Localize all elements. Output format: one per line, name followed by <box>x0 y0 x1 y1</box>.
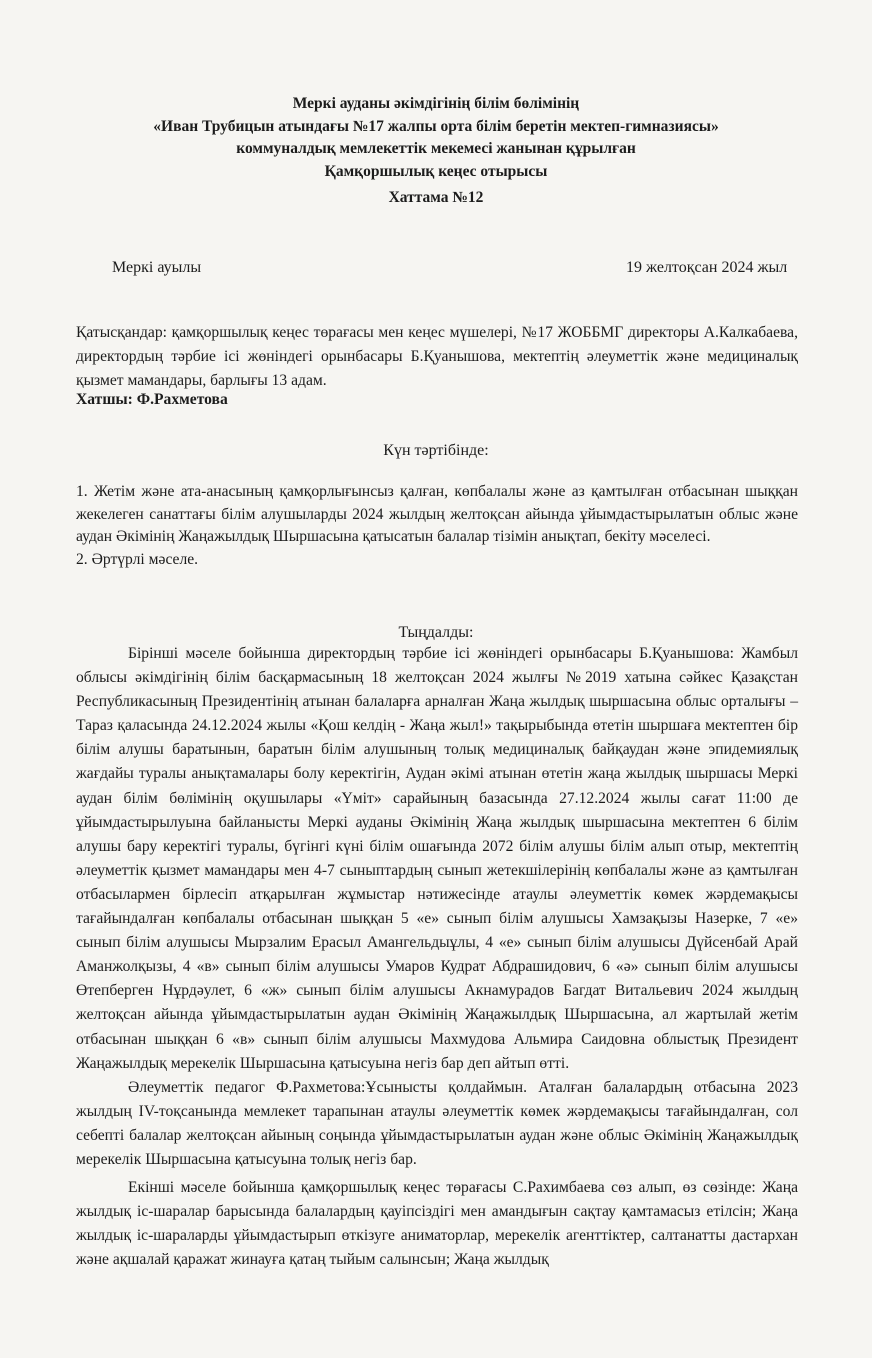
heard-paragraph-2: Әлеуметтік педагог Ф.Рахметова:Ұсынысты қолдаймын. Аталған балалардың отбасына 2023 жылдың IV-тоқсанында мемлекет тарапынан атаулы әлеуметтік көмек жәрдемақысы тағайындалған, сол себепті балалар желтоқсан айының соңында ұйымдастырылатын аудан және облыс Әкімінің Жаңажылдық мерекелік Шыршасына қатысуына толық негіз бар. <box>76 1078 798 1168</box>
heard-paragraph-3: Екінші мәселе бойынша қамқоршылық кеңес төрағасы С.Рахимбаева сөз алып, өз сөзінде: Жаңа жылдық іс-шаралар барысында балалардың қауіпсіздігі мен амандығын сақтау қамтамасыз етілсін; Жаңа жылдық іс-шараларды ұйымдастырып өткізуге аниматорлар, мерекелік агенттіктер, салтанатты дастархан және ақшалай қаражат жинауға қатаң тыйым салынсын; Жаңа жылдық <box>76 1179 798 1269</box>
agenda-list <box>76 481 798 571</box>
heard-paragraph-1: Бірінші мәселе бойынша директордың тәрбие ісі жөніндегі орынбасары Б.Қуанышова: Жамбыл облысы әкімдігінің білім басқармасының 18 желтоқсан 2024 жылғы №2019 хатына сәйкес Қазақстан Республикасының Президентінің атынан балаларға арналған Жаңа жылдық шыршасына облыс орталығы –Тараз қаласында 24.12.2024 жылы «Қош келдің - Жаңа жыл!» тақырыбында өтетін шыршаға мектептен бір білім алушы баратынын, баратын білім алушының толық медициналық байқаудан және эпидемиялық жағдайы туралы анықтамалары болу керектігін, Аудан әкімі атынан өтетін жаңа жылдық шыршасы Меркі аудан білім бөлімінің оқушылары «Үміт» сарайының базасында 27.12.2024 жылы сағат 11:00 де ұйымдастырылуына байланысты Меркі ауданы Әкімінің Жаңа жылдық шыршасына мектептен 6 білім алушы бару керектігі туралы, бүгінгі күні білім ошағында 2072 білім алушы білім алып отыр, мектептің әлеуметтік қызмет мамандары мен 4-7 сыныптардың сынып жетекшілерінің көпбалалы және аз қамтылған отбасылармен бірлесіп атқарылған жұмыстар нәтижесінде атаулы әлеуметтік көмек жәрдемақысы тағайындалған көпбалалы отбасынан шыққан 5 «е» сынып білім алушысы Хамзақызы Назерке, 7 «е» сынып білім алушысы Мырзалим Ерасыл Амангельдыұлы, 4 «е» сынып білім алушысы Дүйсенбай Арай Аманжолқызы, 4 «в» сынып білім алушысы Умаров Кудрат Абдрашидович, 6 «ә» сынып білім алушысы Өтепберген Нұрдәулет, 6 «ж» сынып білім алушысы Акнамурадов Багдат Витальевич 2024 жылдың желтоқсан айында ұйымдастырылатын аудан Әкімінің Жаңажылдық Шыршасына, ал жартылай жетім отбасынан шыққан 6 «в» сынып білім алушысы Махмудова Альмира Саидовна облыстық Президент Жаңажылдық мерекелік Шыршасына қатысуына негіз бар деп айтып өтті. <box>76 645 798 1072</box>
header-line-4: Қамқоршылық кеңес отырысы <box>324 162 548 180</box>
secretary-line: Хатшы: Ф.Рахметова <box>76 391 228 408</box>
document-header <box>0 93 872 183</box>
agenda-item-2: 2. Әртүрлі мәселе. <box>76 550 199 568</box>
heard-section <box>76 642 798 1272</box>
header-line-3: коммуналдық мемлекеттік мекемесі жанынан құрылған <box>236 140 636 157</box>
meeting-place: Меркі ауылы <box>112 259 202 276</box>
meeting-date: 19 желтоқсан 2024 жыл <box>626 259 788 276</box>
agenda-heading: Күн тәртібінде: <box>383 442 489 459</box>
protocol-title: Хаттама №12 <box>388 189 484 206</box>
heard-heading: Тыңдалды: <box>398 624 474 641</box>
agenda-item-1: 1. Жетім және ата-анасының қамқорлығынсыз қалған, көпбалалы және аз қамтылған отбасынан шыққан жекелеген санаттағы білім алушыларды 2024 жылдың желтоқсан айында ұйымдастырылатын облыс және аудан Әкімінің Жаңажылдық Шыршасына қатысатын балалар тізімін анықтап, бекіту мәселесі. <box>76 483 798 545</box>
header-line-1: Меркі ауданы әкімдігінің білім бөлімінің <box>292 95 580 112</box>
header-line-2: «Иван Трубицын атындағы №17 жалпы орта білім беретін мектеп-гимназиясы» <box>153 117 719 135</box>
participants-paragraph: Қатысқандар: қамқоршылық кеңес төрағасы мен кеңес мүшелері, №17 ЖОББМГ директоры А.Калкабаева, директордың тәрбие ісі жөніндегі орынбасары Б.Қуанышова, мектептің әлеуметтік және медициналық қызмет мамандары, барлығы 13 адам. <box>76 324 798 389</box>
